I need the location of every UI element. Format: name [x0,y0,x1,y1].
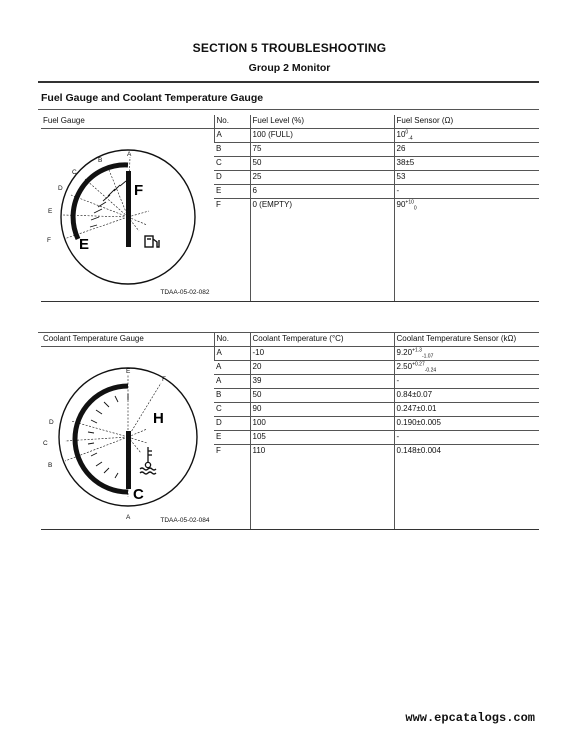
group-title: Group 2 Monitor [248,62,331,74]
fuel-needle-label-a: A [127,151,132,158]
row-no: B [214,389,250,403]
coolant-table-header [41,333,539,347]
table-row [41,129,539,143]
sensor-tolerance-upper: 0 [405,129,409,136]
coolant-gauge-table [41,333,539,530]
fuel-level-column-header: Fuel Level (%) [250,115,394,129]
coolant-needle-label-e: E [126,368,131,375]
row-fuel-sensor: 26 [394,143,539,157]
row-coolant-temp: 20 [250,361,394,375]
row-no: A [214,375,250,389]
thermometer-coolant-icon [140,447,156,474]
sensor-tolerance-upper: +1.3 [412,347,422,354]
fuel-needle-label-f: F [47,237,51,244]
row-no: A [214,361,250,375]
sensor-value: 90 [396,200,406,209]
row-coolant-temp: 90 [250,403,394,417]
coolant-gauge-column-header: Coolant Temperature Gauge [41,333,214,347]
row-coolant-temp: 110 [250,445,394,459]
fuel-needle-label-e: E [48,208,53,215]
coolant-needle-label-c: C [43,440,48,447]
fuel-gauge-illustration [41,129,213,295]
coolant-needle-label-a: A [126,514,131,521]
sensor-tolerance-upper: +0.27 [412,361,425,368]
fuel-gauge-column-header: Fuel Gauge [41,115,214,129]
row-fuel-sensor: 53 [394,171,539,185]
row-fuel-sensor: 38±5 [394,157,539,171]
fuel-needle-label-c: C [72,169,77,176]
sensor-value: 10 [396,130,406,139]
fuel-pump-icon [145,236,159,247]
row-fuel-level: 100 (FULL) [250,129,394,143]
row-coolant-sensor [394,347,539,361]
row-coolant-sensor: 0.84±0.07 [394,389,539,403]
row-coolant-temp: 50 [250,389,394,403]
sensor-tolerance-lower: 0 [413,205,417,212]
row-fuel-sensor [394,199,539,213]
sensor-tolerance-lower: -0.24 [424,367,437,374]
coolant-needle-label-b: B [48,462,53,469]
row-fuel-level: 50 [250,157,394,171]
coolant-needle-label-d: D [49,419,54,426]
row-fuel-level: 0 (EMPTY) [250,199,394,213]
row-coolant-temp: 100 [250,417,394,431]
coolant-figure-id: TDAA-05-02-084 [160,517,210,524]
table-row [41,347,539,361]
fuel-needle-label-d: D [58,185,63,192]
row-no: B [214,143,250,157]
row-coolant-sensor [394,361,539,375]
sensor-tolerance-upper: +10 [405,199,414,206]
coolant-sensor-column-header: Coolant Temperature Sensor (kΩ) [394,333,539,347]
row-fuel-level: 25 [250,171,394,185]
coolant-cold-label: C [133,486,144,503]
row-coolant-sensor: - [394,375,539,389]
footer-url: www.epcatalogs.com [405,711,535,725]
row-no: A [214,347,250,361]
fuel-empty-label: E [79,236,90,253]
coolant-gauge-illustration [41,347,213,523]
row-fuel-level: 6 [250,185,394,199]
row-coolant-temp: 39 [250,375,394,389]
row-no: D [214,417,250,431]
row-coolant-sensor: - [394,431,539,445]
fuel-gauge-table [41,115,539,302]
subsection-title: Fuel Gauge and Coolant Temperature Gauge [41,92,264,104]
fuel-table-header [41,115,539,129]
fuel-needle-label-b: B [98,157,103,164]
row-coolant-sensor: 0.148±0.004 [394,445,539,459]
sensor-tolerance-lower: -4 [408,135,413,142]
fuel-full-label: F [134,182,144,199]
row-no: E [214,431,250,445]
row-no: C [214,157,250,171]
row-fuel-level: 75 [250,143,394,157]
row-coolant-sensor: 0.190±0.005 [394,417,539,431]
row-coolant-sensor: 0.247±0.01 [394,403,539,417]
row-no: A [214,129,250,143]
fuel-gauge-figure-cell [41,129,214,302]
row-fuel-sensor: - [394,185,539,199]
row-no: F [216,446,221,455]
fuel-figure-id: TDAA-05-02-082 [160,289,210,296]
subsection-rule [38,109,539,110]
coolant-no-column-header: No. [214,333,250,347]
coolant-hot-label: H [153,410,164,427]
row-coolant-temp: -10 [250,347,394,361]
sensor-value: 2.50 [396,362,413,371]
row-no: C [214,403,250,417]
row-no: D [214,171,250,185]
coolant-needle-label-f: F [162,376,166,383]
fuel-no-column-header: No. [214,115,250,129]
row-no: E [214,185,250,199]
sensor-value: 9.20 [396,348,413,357]
row-fuel-sensor [394,129,539,143]
coolant-temp-column-header: Coolant Temperature (°C) [250,333,394,347]
row-coolant-temp: 105 [250,431,394,445]
section-title: SECTION 5 TROUBLESHOOTING [192,41,387,55]
coolant-gauge-figure-cell [41,347,214,530]
fuel-sensor-column-header: Fuel Sensor (Ω) [394,115,539,129]
row-no: F [216,200,221,209]
sensor-tolerance-lower: -1.07 [421,353,434,360]
header-rule [38,81,539,83]
